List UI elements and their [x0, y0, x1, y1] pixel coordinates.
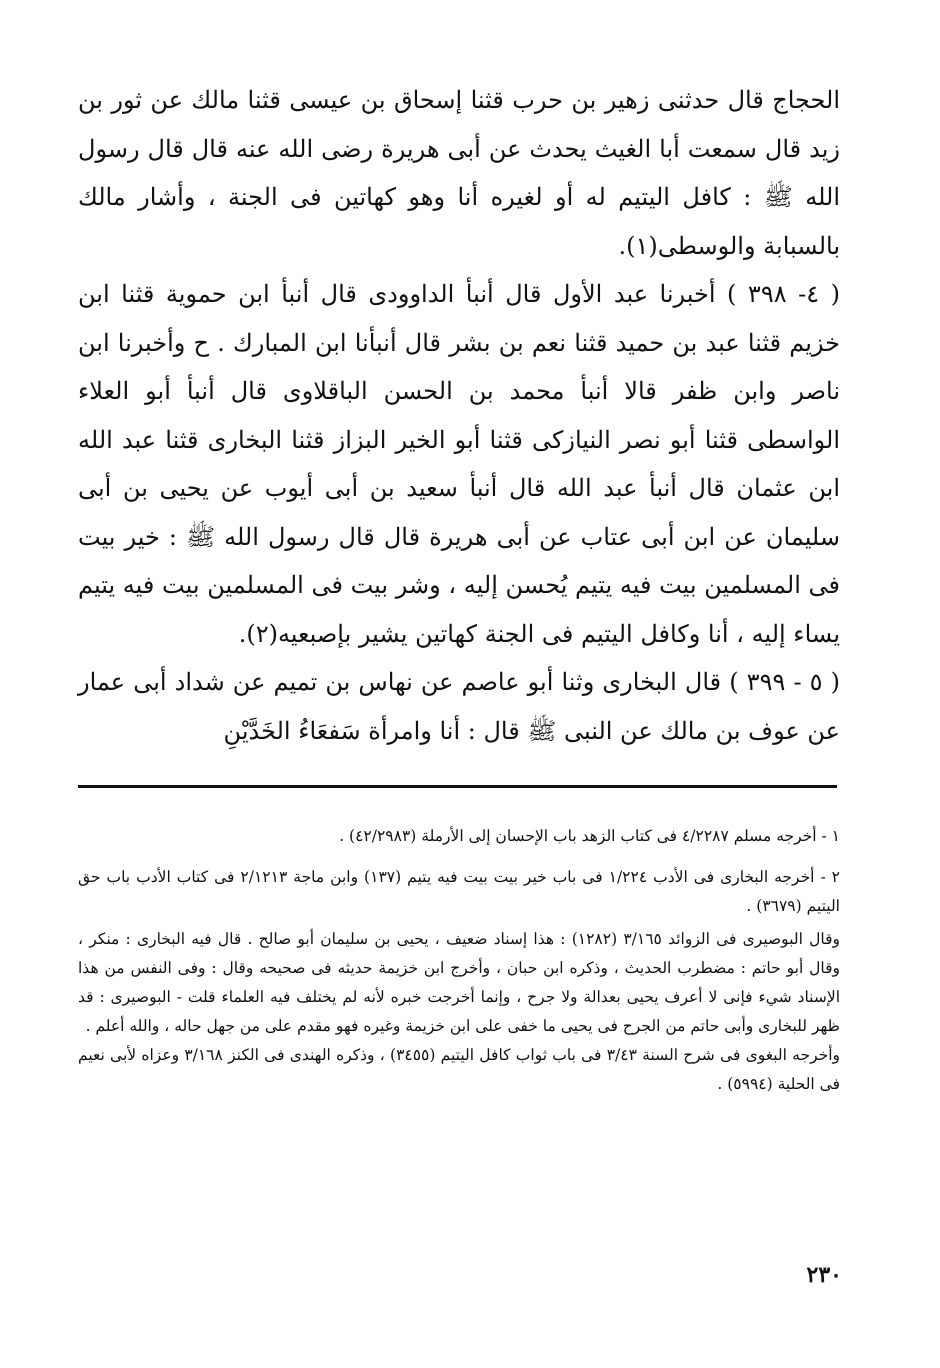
page-number: ٢٣٠ — [806, 1262, 842, 1288]
footnotes — [78, 822, 840, 1099]
main-text — [78, 76, 840, 755]
footnote-divider — [78, 785, 837, 788]
footnote-2-baghawi: وأخرجه البغوى فى شرح السنة ٣/٤٣ فى باب ثواب كافل اليتيم (٣٤٥٥) ، وذكره الهندى فى الكنز ٣/١٦٨ وعزاه لأبى نعيم فى الحلية (٥٩٩٤) . — [78, 1046, 841, 1093]
footnote-1: ١ - أخرجه مسلم ٤/٢٢٨٧ فى كتاب الزهد باب الإحسان إلى الأرملة (٤٢/٢٩٨٣) . — [339, 827, 840, 845]
hadith-paragraph-397: الحجاج قال حدثنى زهير بن حرب قثنا إسحاق بن عيسى قثنا مالك عن ثور بن زيد قال سمعت أبا الغيث يحدث عن أبى هريرة رضى الله عنه قال قال رسول الله ﷺ : كافل اليتيم له أو لغيره أنا وهو كهاتين فى الجنة ، وأشار مالك بالسبابة والوسطى(١). — [78, 86, 840, 260]
footnote-2-busiri: وقال البوصيرى فى الزوائد ٣/١٦٥ (١٢٨٢) : هذا إسناد ضعيف ، يحيى بن سليمان أبو صالح . قال فيه البخارى : منكر ، وقال أبو حاتم : مضطرب الحديث ، وذكره ابن حبان ، وأخرج ابن خزيمة حديثه فى صحيحه وقال : وفى النفس من هذا الإسناد شيء فإنى لا أعرف يحيى بعدالة ولا جرح ، وإنما أخرجت خبره لأنه لم يختلف فيه العلماء قلت - البوصيرى : قد ظهر للبخارى وأبى حاتم من الجرح فى يحيى ما خفى على ابن خزيمة وغيره فهو مقدم على من جهل حاله ، والله أعلم . — [78, 930, 840, 1035]
hadith-paragraph-398: ( ٤- ٣٩٨ ) أخبرنا عبد الأول قال أنبأ الداوودى قال أنبأ ابن حموية قثنا ابن خزيم قثنا عبد بن حميد قثنا نعم بن بشر قال أنبأنا ابن المبارك . ح وأخبرنا ابن ناصر وابن ظفر قالا أنبأ محمد بن الحسن الباقلاوى قال أنبأ أبو العلاء الواسطى قثنا أبو نصر النيازكى قثنا أبو الخير البزاز قثنا البخارى قثنا عبد الله ابن عثمان قال أنبأ عبد الله قال أنبأ سعيد بن أبى أيوب عن يحيى بن أبى سليمان عن ابن أبى عتاب عن أبى هريرة قال قال رسول الله ﷺ : خير بيت فى المسلمين بيت فيه يتيم يُحسن إليه ، وشر بيت فى المسلمين بيت فيه يتيم يساء إليه ، أنا وكافل اليتيم فى الجنة كهاتين يشير بإصبعيه(٢). — [78, 280, 841, 648]
hadith-paragraph-399: ( ٥ - ٣٩٩ ) قال البخارى وثنا أبو عاصم عن نهاس بن تميم عن شداد أبى عمار عن عوف بن مالك عن النبى ﷺ قال : أنا وامرأة سَفعَاءُ الخَدَّيْنِ — [78, 668, 841, 745]
footnote-2: ٢ - أخرجه البخارى فى الأدب ١/٢٢٤ فى باب خير بيت بيت فيه يتيم (١٣٧) وابن ماجة ٢/١٢١٣ فى كتاب الأدب باب حق اليتيم (٣٦٧٩) . — [78, 868, 840, 915]
